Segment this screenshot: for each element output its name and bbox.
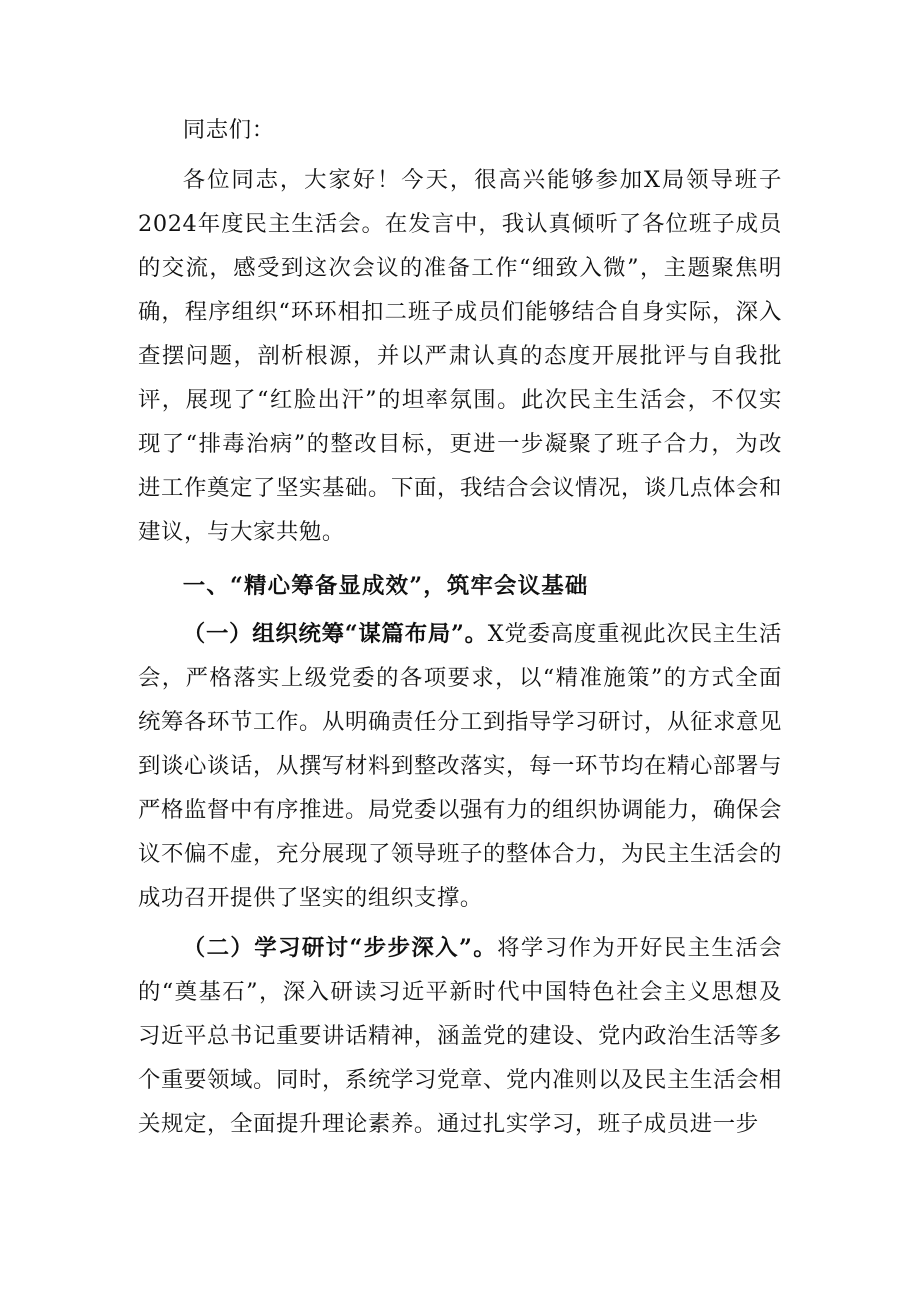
subsection-2-title: （二）学习研讨“步步深入”。 [182, 935, 498, 961]
subsection-2-paragraph [138, 926, 782, 1146]
greeting: 同志们： [182, 117, 275, 143]
subsection-1-title: （一）组织统筹“谋篇布局”。 [182, 621, 488, 647]
subsection-2-body: 将学习作为开好民主生活会的“奠基石”，深入研读习近平新时代中国特色社会主义思想及习近平总书记重要讲话精神，涵盖党的建设、党内政治生活等多个重要领域。同时，系统学习党章、党内准则以及民主生活会相关规定，全面提升理论素养。通过扎实学习，班子成员进一步 [138, 935, 782, 1137]
intro-paragraph: 各位同志，大家好！今天，很高兴能够参加X局领导班子2024年度民主生活会。在发言中，我认真倾听了各位班子成员的交流，感受到这次会议的准备工作“细致入微”，主题聚焦明确，程序组织“环环相扣二班子成员们能够结合自身实际，深入查摆问题，剖析根源，并以严肃认真的态度开展批评与自我批评，展现了“红脸出汗”的坦率氛围。此次民主生活会，不仅实现了“排毒治病”的整改目标，更进一步凝聚了班子合力，为改进工作奠定了坚实基础。下面，我结合会议情况，谈几点体会和建议，与大家共勉。 [138, 167, 782, 545]
subsection-1-paragraph [138, 612, 782, 920]
spacer [138, 554, 782, 560]
section-heading-1: 一、“精心筹备显成效”，筑牢会议基础 [182, 573, 589, 599]
subsection-1-body: X党委高度重视此次民主生活会，严格落实上级党委的各项要求，以“精准施策”的方式全面统筹各环节工作。从明确责任分工到指导学习研讨，从征求意见到谈心谈话，从撰写材料到整改落实，每一环节均在精心部署与严格监督中有序推进。局党委以强有力的组织协调能力，确保会议不偏不虚，充分展现了领导班子的整体合力，为民主生活会的成功召开提供了坚实的组织支撑。 [138, 621, 782, 911]
